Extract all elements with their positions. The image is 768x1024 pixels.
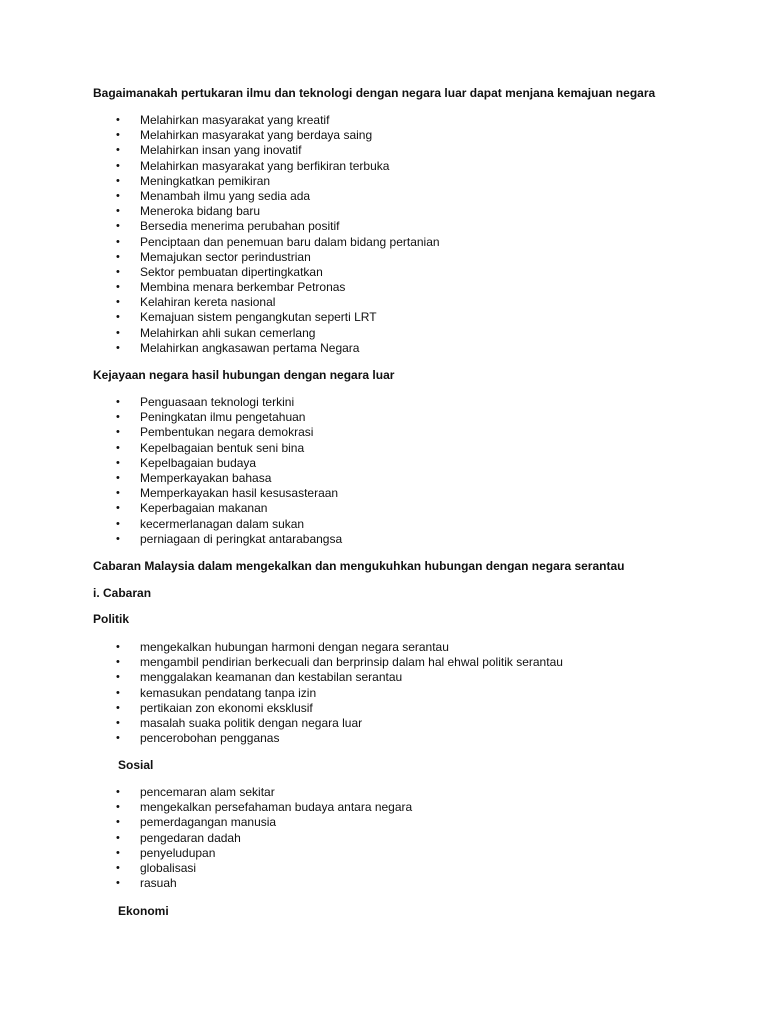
list-item: • mengekalkan persefahaman budaya antara negara (116, 800, 412, 815)
list-item: • mengambil pendirian berkecuali dan berprinsip dalam hal ehwal politik serantau (116, 655, 563, 670)
list-item: • Memperkayakan hasil kesusasteraan (116, 486, 342, 501)
list-item: • penyeludupan (116, 846, 412, 861)
list-knowledge-exchange-benefits (116, 113, 440, 356)
list-item: • Penguasaan teknologi terkini (116, 395, 342, 410)
list-sosial (116, 785, 412, 891)
list-item: • kecermerlanagan dalam sukan (116, 517, 342, 532)
list-item: • Bersedia menerima perubahan positif (116, 219, 440, 234)
section-heading-national-success: Kejayaan negara hasil hubungan dengan negara luar (93, 368, 395, 382)
list-item: • Penciptaan dan penemuan baru dalam bidang pertanian (116, 235, 440, 250)
list-item: • Keperbagaian makanan (116, 501, 342, 516)
list-item: • Pembentukan negara demokrasi (116, 425, 342, 440)
list-item: • Kepelbagaian budaya (116, 456, 342, 471)
list-item: • kemasukan pendatang tanpa izin (116, 686, 563, 701)
list-item: • Peningkatan ilmu pengetahuan (116, 410, 342, 425)
list-item: • pengedaran dadah (116, 831, 412, 846)
list-item: • rasuah (116, 876, 412, 891)
list-item: • Meningkatkan pemikiran (116, 174, 440, 189)
list-politik (116, 640, 563, 746)
list-item: • Melahirkan angkasawan pertama Negara (116, 341, 440, 356)
list-item: • Memperkayakan bahasa (116, 471, 342, 486)
list-item: • mengekalkan hubungan harmoni dengan negara serantau (116, 640, 563, 655)
list-item: • Melahirkan ahli sukan cemerlang (116, 326, 440, 341)
list-item: • Sektor pembuatan dipertingkatkan (116, 265, 440, 280)
list-item: • Kepelbagaian bentuk seni bina (116, 441, 342, 456)
list-item: • Melahirkan insan yang inovatif (116, 143, 440, 158)
list-item: • pencerobohan pengganas (116, 731, 563, 746)
list-item: • Memajukan sector perindustrian (116, 250, 440, 265)
subheading-ekonomi: Ekonomi (118, 904, 169, 918)
list-item: • pencemaran alam sekitar (116, 785, 412, 800)
list-item: • pemerdagangan manusia (116, 815, 412, 830)
section-heading-regional-challenges: Cabaran Malaysia dalam mengekalkan dan mengukuhkan hubungan dengan negara serantau (93, 559, 625, 573)
list-item: • Melahirkan masyarakat yang kreatif (116, 113, 440, 128)
list-item: • Meneroka bidang baru (116, 204, 440, 219)
subheading-politik: Politik (93, 612, 130, 626)
list-item: • globalisasi (116, 861, 412, 876)
list-item: • Melahirkan masyarakat yang berfikiran terbuka (116, 159, 440, 174)
list-item: • masalah suaka politik dengan negara luar (116, 716, 563, 731)
list-item: • menggalakan keamanan dan kestabilan serantau (116, 670, 563, 685)
subheading-challenges: i. Cabaran (93, 586, 152, 600)
section-heading-knowledge-exchange: Bagaimanakah pertukaran ilmu dan teknologi dengan negara luar dapat menjana kemajuan negara (93, 86, 656, 100)
subheading-sosial: Sosial (118, 758, 154, 772)
list-item: • pertikaian zon ekonomi eksklusif (116, 701, 563, 716)
list-item: • Membina menara berkembar Petronas (116, 280, 440, 295)
list-item: • Kelahiran kereta nasional (116, 295, 440, 310)
list-item: • Melahirkan masyarakat yang berdaya saing (116, 128, 440, 143)
list-item: • Kemajuan sistem pengangkutan seperti LRT (116, 310, 440, 325)
list-item: • perniagaan di peringkat antarabangsa (116, 532, 342, 547)
list-national-success (116, 395, 342, 547)
list-item: • Menambah ilmu yang sedia ada (116, 189, 440, 204)
